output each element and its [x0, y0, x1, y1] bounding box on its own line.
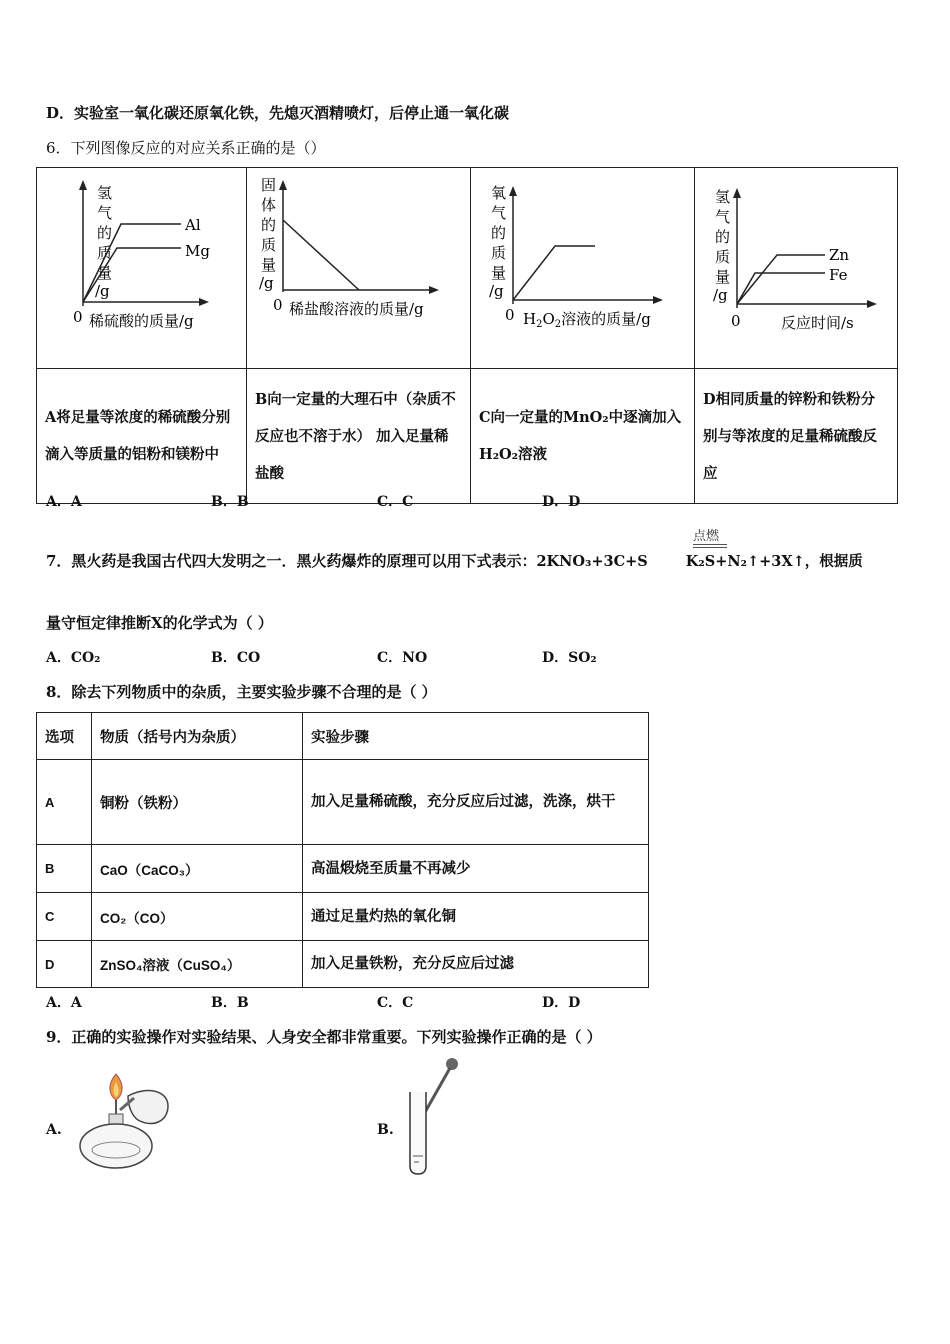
alcohol-lamp-lighting-illustration [76, 1066, 176, 1182]
q8-table [36, 712, 649, 988]
graph-b [247, 168, 470, 364]
graph-b-ylabel-3: 质 [261, 236, 277, 254]
q8-row-b-substance: CaO（CaCO₃） [92, 845, 303, 893]
q8-header-steps: 实验步骤 [303, 713, 649, 760]
q6-option-c[interactable]: C．C [377, 494, 414, 510]
caption-c: C向一定量的MnO₂中逐滴加入H₂O₂溶液 [471, 369, 695, 504]
graph-c-ylabel-4: 量 [491, 264, 507, 282]
graph-d-origin: 0 [731, 312, 741, 330]
q8-row-d-substance: ZnSO₄溶液（CuSO₄） [92, 941, 303, 988]
graph-d-series-zn: Zn [829, 246, 850, 264]
graph-c-line [513, 246, 595, 300]
q6-option-a[interactable]: A．A [46, 494, 82, 510]
graph-d-x-arrow [867, 300, 877, 308]
table-row [37, 941, 649, 988]
graph-b-y-arrow [279, 180, 287, 190]
q8-option-a[interactable]: A．A [46, 995, 82, 1011]
q8-header-row [37, 713, 649, 760]
q9-option-b[interactable]: B. [377, 1122, 394, 1138]
graph-d-yunit: /g [713, 286, 728, 304]
graph-a-ylabel-0: 氢 [97, 184, 113, 202]
q8-row-c-option: C [37, 893, 92, 941]
graph-c [471, 168, 694, 364]
graph-d-ylabel-4: 量 [715, 268, 731, 286]
q7-option-a[interactable]: A．CO₂ [46, 650, 101, 666]
graph-d-ylabel-1: 气 [715, 208, 731, 226]
graph-d-ylabel-2: 的 [715, 228, 731, 246]
graph-b-yunit: /g [259, 274, 274, 292]
graph-b-ylabel-0: 固 [261, 176, 277, 194]
q9-option-a[interactable]: A. [46, 1122, 62, 1138]
q7-stem-line1 [46, 550, 863, 571]
graph-a-origin: 0 [73, 308, 83, 326]
q6-option-b[interactable]: B．B [211, 494, 249, 510]
q7-products: K₂S+N₂↑+3X↑，根据质 [685, 553, 863, 570]
q7-stem-line2: 量守恒定律推断X的化学式为（ ） [46, 614, 273, 632]
graph-a-yunit: /g [95, 282, 110, 300]
q7-option-d[interactable]: D．SO₂ [542, 650, 597, 666]
q8-row-d-steps: 加入足量铁粉，充分反应后过滤 [303, 941, 649, 988]
q6-graph-table [36, 167, 898, 504]
q8-option-c[interactable]: C．C [377, 995, 414, 1011]
graph-b-line [283, 220, 359, 290]
graph-a-x-arrow [199, 298, 209, 306]
graph-d-y-arrow [733, 188, 741, 198]
dropper-test-tube-illustration [404, 1056, 464, 1182]
graph-c-ylabel-1: 气 [491, 204, 507, 222]
graph-c-ylabel-2: 的 [491, 224, 507, 242]
graph-c-y-arrow [509, 186, 517, 196]
alcohol-lamp-icon [76, 1066, 176, 1178]
q7-equals-sign [693, 544, 727, 548]
second-lamp [128, 1091, 168, 1124]
lamp-cap [109, 1114, 123, 1124]
q6-stem: 6．下列图像反应的对应关系正确的是（） [46, 139, 326, 157]
graph-d-line-zn [737, 255, 825, 304]
graph-d-xlabel: 反应时间/s [781, 314, 854, 332]
table-row [37, 845, 649, 893]
table-row [37, 893, 649, 941]
graph-a-series-al: Al [185, 216, 201, 234]
graph-a-ylabel-4: 量 [97, 264, 113, 282]
q7-condition: 点燃 [693, 529, 720, 544]
q6-option-d[interactable]: D．D [542, 494, 581, 510]
graph-b-origin: 0 [273, 296, 283, 314]
graph-b-x-arrow [429, 286, 439, 294]
caption-a: A将足量等浓度的稀硫酸分别滴入等质量的铝粉和镁粉中 [37, 369, 247, 504]
caption-b: B向一定量的大理石中（杂质不反应也不溶于水） 加入足量稀盐酸 [247, 369, 471, 504]
graph-b-xlabel: 稀盐酸溶液的质量/g [289, 300, 424, 318]
caption-d: D相同质量的锌粉和铁粉分别与等浓度的足量稀硫酸反应 [695, 369, 898, 504]
q8-option-b[interactable]: B．B [211, 995, 249, 1011]
q7-stem-pre: 7．黑火药是我国古代四大发明之一．黑火药爆炸的原理可以用下式表示： [46, 552, 537, 570]
q8-row-a-option: A [37, 760, 92, 845]
graph-d [695, 168, 897, 364]
q8-row-a-steps: 加入足量稀硫酸，充分反应后过滤，洗涤，烘干 [303, 760, 649, 845]
graph-c-origin: 0 [505, 306, 515, 324]
q8-row-c-steps: 通过足量灼热的氧化铜 [303, 893, 649, 941]
q9-stem: 9．正确的实验操作对实验结果、人身安全都非常重要。下列实验操作正确的是（ ） [46, 1028, 602, 1046]
graph-a-cell [37, 168, 247, 369]
dropper-tube [424, 1068, 450, 1114]
graph-c-ylabel-3: 质 [491, 244, 507, 262]
q7-reactants: 2KNO₃+3C+S [536, 553, 648, 570]
graph-a-ylabel-1: 气 [97, 204, 113, 222]
graph-c-ylabel-0: 氧 [491, 184, 507, 202]
dropper-icon [404, 1056, 464, 1178]
q7-option-c[interactable]: C．NO [377, 650, 428, 666]
dropper-bulb [446, 1058, 458, 1070]
q8-row-a-substance: 铜粉（铁粉） [92, 760, 303, 845]
graph-d-ylabel-3: 质 [715, 248, 731, 266]
q5-option-d: D．实验室一氧化碳还原氧化铁，先熄灭酒精喷灯，后停止通一氧化碳 [46, 104, 510, 122]
q8-header-option: 选项 [37, 713, 92, 760]
lamp-body [80, 1124, 152, 1168]
graph-c-x-arrow [653, 296, 663, 304]
q8-row-c-substance: CO₂（CO） [92, 893, 303, 941]
q8-stem: 8．除去下列物质中的杂质，主要实验步骤不合理的是（ ） [46, 683, 437, 701]
graph-d-cell [695, 168, 898, 369]
graph-a-xlabel: 稀硫酸的质量/g [89, 312, 194, 330]
table-row [37, 760, 649, 845]
q7-option-b[interactable]: B．CO [211, 650, 261, 666]
graph-c-cell [471, 168, 695, 369]
graph-a-ylabel-3: 质 [97, 244, 113, 262]
q8-row-b-option: B [37, 845, 92, 893]
graph-a-y-arrow [79, 180, 87, 190]
graph-d-ylabel-0: 氢 [715, 188, 731, 206]
q8-option-d[interactable]: D．D [542, 995, 581, 1011]
graph-b-ylabel-2: 的 [261, 216, 277, 234]
graph-b-ylabel-4: 量 [261, 256, 277, 274]
graph-a-series-mg: Mg [185, 242, 210, 260]
graph-c-xlabel: $H_2O_2$溶液的质量/g [523, 310, 651, 330]
graph-d-series-fe: Fe [829, 266, 848, 284]
graph-b-ylabel-1: 体 [261, 196, 277, 214]
graph-b-cell [247, 168, 471, 369]
graph-a [37, 168, 246, 364]
q8-row-d-option: D [37, 941, 92, 988]
q8-header-substance: 物质（括号内为杂质） [92, 713, 303, 760]
graph-c-yunit: /g [489, 282, 504, 300]
graph-a-ylabel-2: 的 [97, 224, 113, 242]
q8-row-b-steps: 高温煅烧至质量不再减少 [303, 845, 649, 893]
